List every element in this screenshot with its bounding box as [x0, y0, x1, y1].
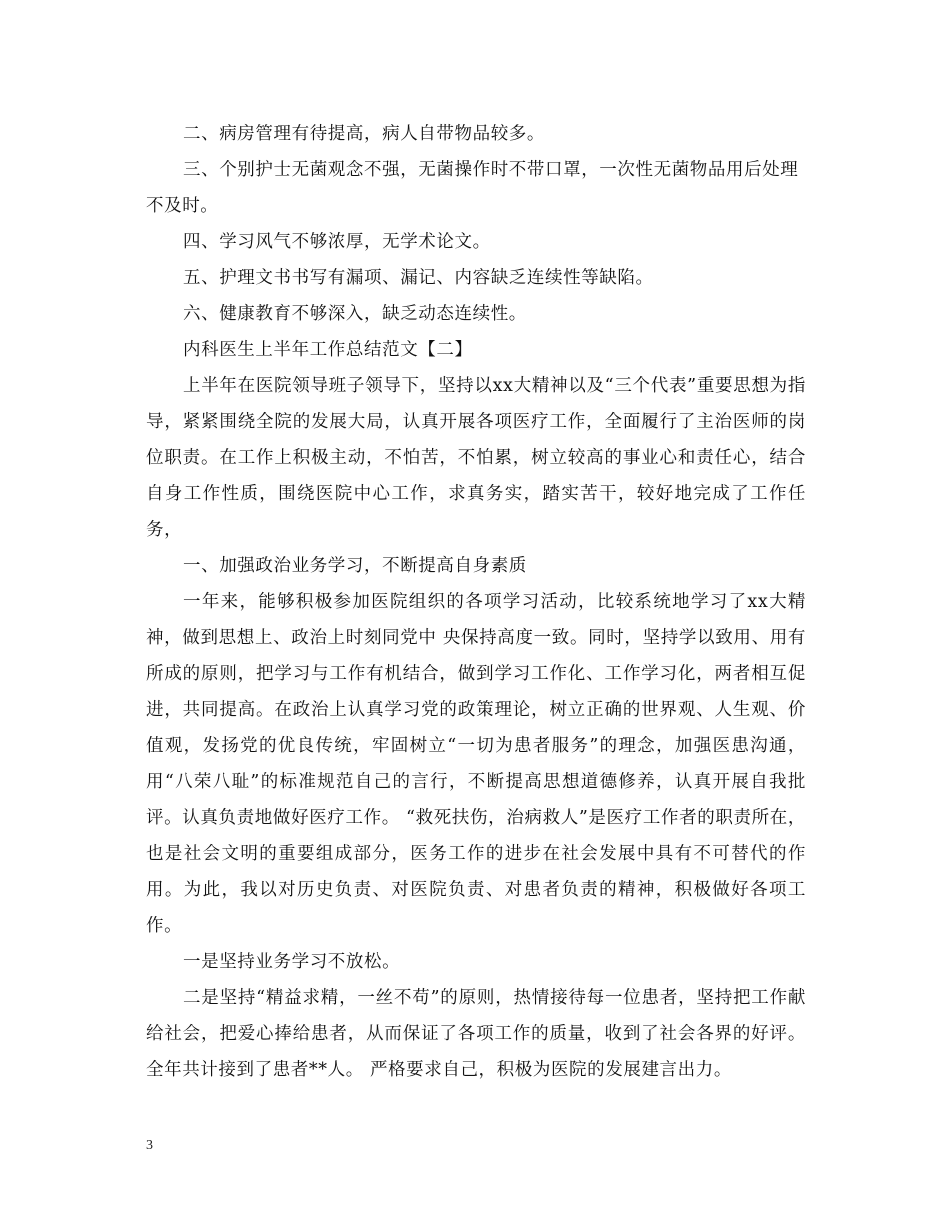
- list-item: 三、个别护士无菌观念不强，无菌操作时不带口罩，一次性无菌物品用后处理不及时。: [146, 160, 799, 216]
- list-item: 六、健康教育不够深入，缺乏动态连续性。: [183, 304, 527, 324]
- page-number: 3: [146, 1138, 153, 1153]
- section-heading: 内科医生上半年工作总结范文【二】: [183, 340, 473, 360]
- list-item: 一是坚持业务学习不放松。: [183, 952, 401, 972]
- list-item: 五、护理文书书写有漏项、漏记、内容缺乏连续性等缺陷。: [183, 268, 654, 288]
- list-item: 二、病房管理有待提高，病人自带物品较多。: [183, 124, 545, 144]
- paragraph: 二是坚持“精益求精，一丝不苟”的原则，热情接待每一位患者，坚持把工作献给社会，把爱心捧给患者，从而保证了各项工作的质量，收到了社会各界的好评。全年共计接到了患者**人。 严格要求自己，积极为医院的发展建言出力。: [146, 988, 806, 1080]
- section-heading: 一、加强政治业务学习，不断提高自身素质: [183, 556, 527, 576]
- list-item: 四、学习风气不够浓厚，无学术论文。: [183, 232, 491, 252]
- document-body: [146, 116, 806, 1088]
- paragraph: 一年来，能够积极参加医院组织的各项学习活动，比较系统地学习了xx大精神，做到思想上、政治上时刻同党中 央保持高度一致。同时，坚持学以致用、用有所成的原则，把学习与工作有机结合，做到学习工作化、工作学习化，两者相互促进，共同提高。在政治上认真学习党的政策理论，树立正确的世界观、人生观、价值观，发扬党的优良传统，牢固树立“一切为患者服务”的理念，加强医患沟通，用“八荣八耻”的标准规范自己的言行，不断提高思想道德修养，认真开展自我批评。认真负责地做好医疗工作。 “救死扶伤，治病救人”是医疗工作者的职责所在，也是社会文明的重要组成部分，医务工作的进步在社会发展中具有不可替代的作用。为此，我以对历史负责、对医院负责、对患者负责的精神，积极做好各项工作。: [146, 592, 806, 936]
- paragraph: 上半年在医院领导班子领导下，坚持以xx大精神以及“三个代表”重要思想为指导，紧紧围绕全院的发展大局，认真开展各项医疗工作，全面履行了主治医师的岗位职责。在工作上积极主动，不怕苦，不怕累，树立较高的事业心和责任心，结合自身工作性质，围绕医院中心工作，求真务实，踏实苦干，较好地完成了工作任务，: [146, 376, 806, 540]
